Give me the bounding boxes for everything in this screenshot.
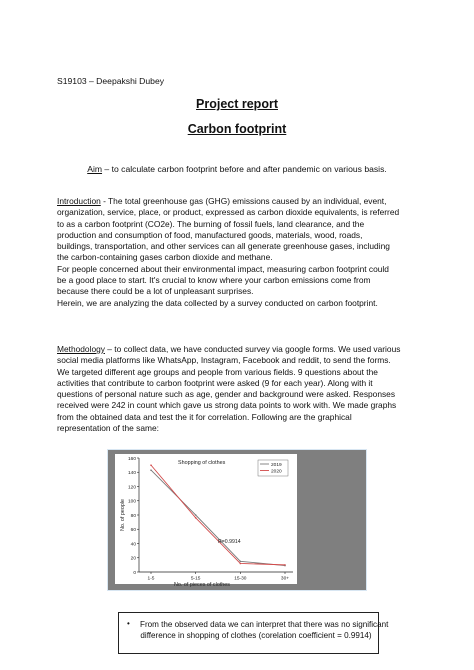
data-point-2019 [195,514,197,516]
y-tick-label: 100 [127,499,136,505]
x-tick-label: 1-5 [147,576,155,582]
data-point-2019 [150,469,152,471]
method-line: activities that contribute to carbon footprint were asked (9 for each year). Along with it [57,377,373,388]
page-subtitle: Carbon footprint [187,122,287,136]
data-point-2020 [240,563,242,565]
y-axis-label: No. of people [120,498,126,532]
y-tick-label: 40 [130,542,136,548]
intro-line: be a good place to start. It's crucial to know where your carbon emissions come from [57,275,371,286]
author-line: S19103 – Deepakshi Dubey [57,76,165,86]
intro-line: production and consumption of food, manufactured goods, materials, wood, roads, [57,229,363,240]
interpretation-line: From the observed data we can interpret that there was no significant [140,620,389,629]
intro-line: organization, service, place, or product, expressed as carbon dioxide equivalents, is referred [57,207,400,218]
method-line: from the obtained data and test the it for correlation. Following are the graphical [57,411,352,422]
correlation-annotation: R=0.9914 [218,539,241,545]
chart-figure [107,449,367,591]
y-tick-label: 160 [127,456,136,462]
aim-label: Aim [87,164,103,174]
aim-text: – to calculate carbon footprint before and after pandemic on various basis. [102,164,387,174]
intro-line: to as a carbon footprint (CO2e). The burning of fossil fuels, land clearance, and the [57,218,365,229]
method-line: Methodology – to collect data, we have conducted survey via google forms. We used various [57,344,401,354]
method-line: social media platforms like WhatsApp, Instagram, Facebook and reddit, to send the forms. [57,355,391,366]
interpretation-box [118,612,389,654]
method-line: We targeted different age groups and people from various fields. 9 questions about the [57,366,378,377]
method-line: representation of the same: [57,423,159,434]
y-tick-label: 20 [130,556,136,562]
y-tick-label: 60 [130,528,136,534]
introduction-paragraph [57,196,427,309]
x-tick-label: 15-30 [234,576,247,582]
y-tick-label: 80 [130,513,136,519]
x-tick-label: 5-15 [190,576,201,582]
interpretation-text [140,619,389,641]
shopping-clothes-chart [108,450,366,590]
legend-label-2019: 2019 [271,462,282,468]
data-point-2019 [240,561,242,563]
chart-title: Shopping of clothes [178,460,226,466]
method-line: questions of personal nature such as age, gender and background were asked. Responses [57,389,396,400]
data-point-2020 [150,464,152,466]
intro-line: the carbon-containing gases carbon dioxide and methane. [57,252,273,263]
method-line: received were 242 in count which gave us strong data points to work with. We made graphs [57,400,397,411]
y-tick-label: 140 [127,471,136,477]
intro-line: buildings, transportation, and other services can all generate greenhouse gases, including [57,241,390,252]
aim-line [0,164,474,174]
bullet-icon: • [127,619,130,628]
intro-line: Herein, we are analyzing the data collected by a survey conducted on carbon footprint. [57,297,378,308]
introduction-label: Introduction [57,196,101,206]
interpretation-line: difference in shopping of clothes (corelation coefficient = 0.9914) [140,631,372,640]
methodology-paragraph [57,344,427,434]
intro-line: because there could be a lot of unpleasant surprises. [57,286,254,297]
y-tick-label: 120 [127,485,136,491]
page-title: Project report [196,97,278,111]
x-axis-label: No. of pieces of clothes [173,582,231,588]
intro-line: For people concerned about their environmental impact, measuring carbon footprint could [57,263,389,274]
x-tick-label: 30+ [280,576,290,582]
data-point-2020 [195,517,197,519]
data-point-2020 [284,564,286,566]
y-tick-label: 0 [133,570,136,576]
methodology-label: Methodology [57,344,105,354]
legend-label-2020: 2020 [271,469,282,475]
intro-line: Introduction - The total greenhouse gas (GHG) emissions caused by an individual, event, [57,196,387,206]
